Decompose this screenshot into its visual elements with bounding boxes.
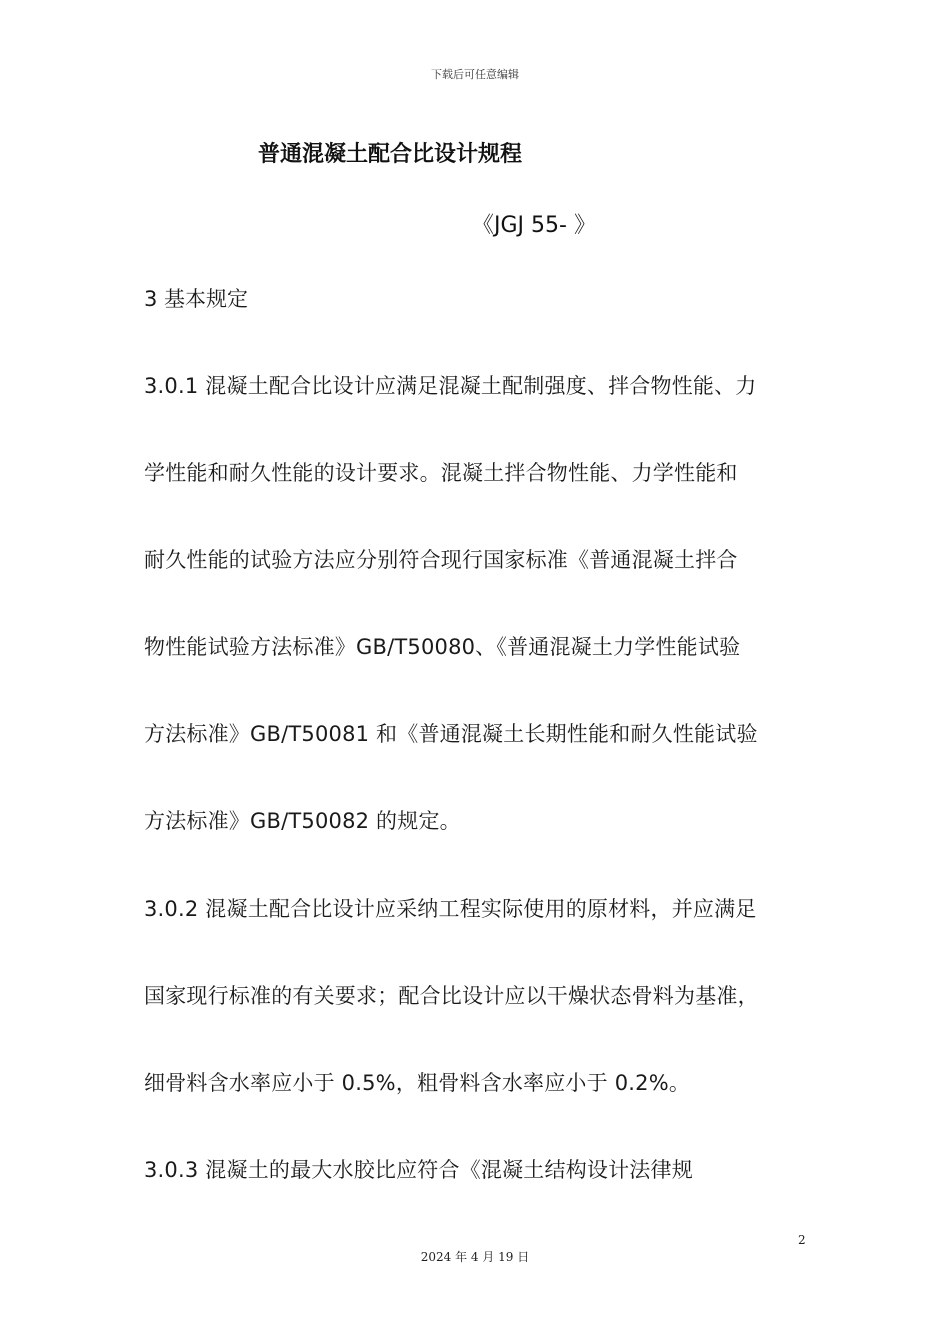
- footer-date: 2024 年 4 月 19 日: [420, 1250, 530, 1264]
- standard-code: 《JGJ 55- 》: [472, 213, 596, 238]
- clause-3-0-1-line-4: 物性能试验方法标准》GB/T50080、《普通混凝土力学性能试验: [144, 635, 741, 659]
- clause-3-0-1-line-5: 方法标准》GB/T50081 和《普通混凝土长期性能和耐久性能试验: [144, 722, 758, 746]
- clause-3-0-2-line-1: 3.0.2 混凝土配合比设计应采纳工程实际使用的原材料，并应满足: [144, 897, 757, 921]
- header-note: 下载后可任意编辑: [431, 68, 519, 81]
- section-heading: 3 基本规定: [144, 287, 249, 311]
- document-title: 普通混凝土配合比设计规程: [258, 142, 523, 167]
- clause-3-0-1-line-1: 3.0.1 混凝土配合比设计应满足混凝土配制强度、拌合物性能、力: [144, 374, 757, 398]
- clause-3-0-1-line-3: 耐久性能的试验方法应分别符合现行国家标准《普通混凝土拌合: [144, 548, 738, 572]
- page-number: 2: [798, 1233, 806, 1247]
- clause-3-0-2-line-2: 国家现行标准的有关要求；配合比设计应以干燥状态骨料为基准，: [144, 984, 759, 1008]
- clause-3-0-3-line-1: 3.0.3 混凝土的最大水胶比应符合《混凝土结构设计法律规: [144, 1158, 693, 1182]
- clause-3-0-2-line-3: 细骨料含水率应小于 0.5%，粗骨料含水率应小于 0.2%。: [144, 1071, 691, 1095]
- clause-3-0-1-line-2: 学性能和耐久性能的设计要求。混凝土拌合物性能、力学性能和: [144, 461, 738, 485]
- clause-3-0-1-line-6: 方法标准》GB/T50082 的规定。: [144, 809, 461, 833]
